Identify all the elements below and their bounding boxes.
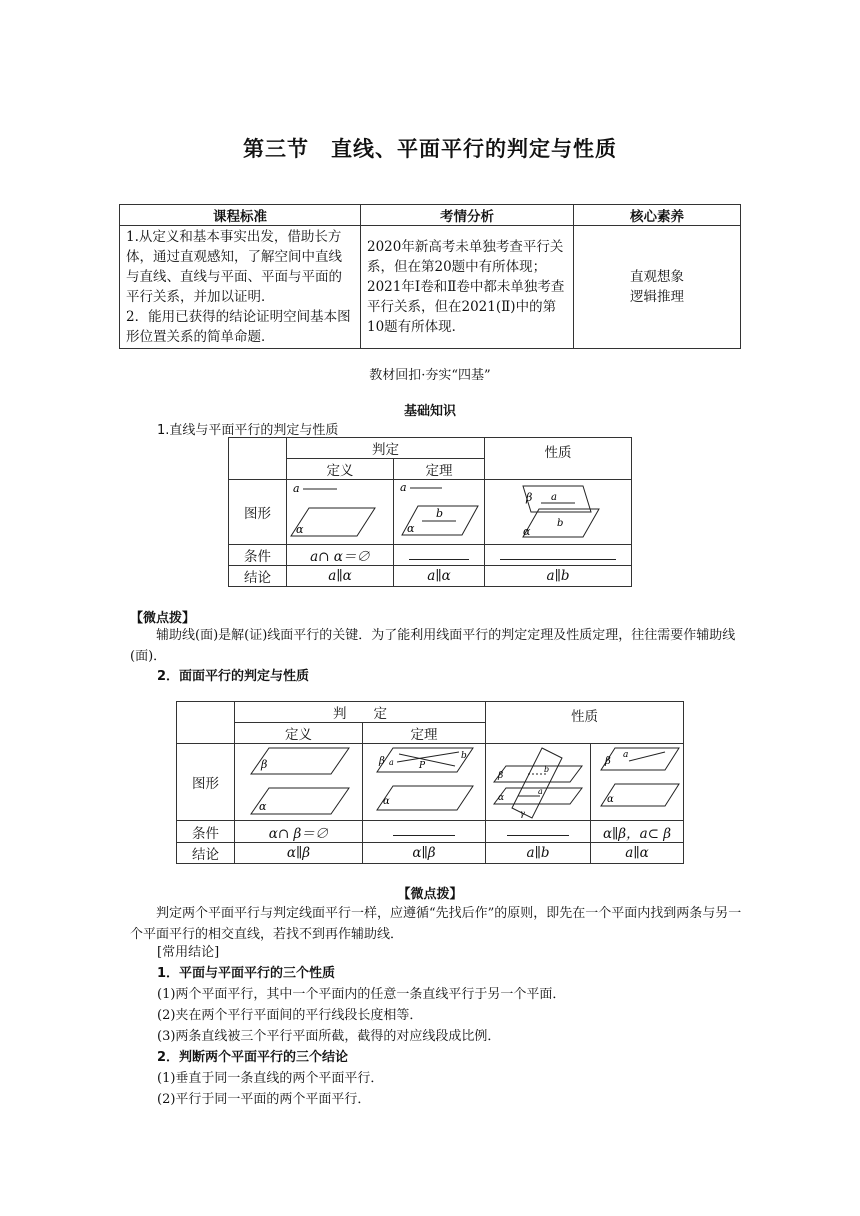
label-b: b: [461, 751, 467, 761]
t1-def-header: 定义: [287, 459, 394, 480]
tip2-text: 判定两个平面平行与判定线面平行一样，应遵循“先找后作”的原则，即先在一个平面内找到两条与另一个平面平行的相交直线，若找不到再作辅助线．: [130, 906, 742, 942]
t2-corner: [177, 702, 235, 744]
label-alpha: α: [259, 800, 267, 813]
header-analysis: 考情分析: [361, 205, 574, 226]
t1-conclusion-def: a∥α: [287, 566, 394, 587]
label-a: a: [400, 481, 407, 494]
t2-figure-label: 图形: [177, 744, 235, 821]
tip1-heading: 【微点拨】: [130, 611, 196, 626]
label-alpha: α: [383, 796, 390, 807]
plane-plane-property1-figure: [486, 744, 590, 820]
t1-condition-theorem: [394, 545, 485, 566]
line-plane-table: [228, 437, 632, 587]
t2-condition-property1: [486, 821, 591, 843]
t1-condition-label: 条件: [229, 545, 287, 566]
page-title: 第三节 直线、平面平行的判定与性质: [243, 137, 617, 161]
t2-def-header: 定义: [235, 723, 363, 744]
blank-line: [500, 547, 616, 560]
t2-property-header: 性质: [486, 702, 684, 744]
label-b: b: [557, 518, 564, 529]
t2-condition-theorem: [363, 821, 486, 843]
plane-gamma: [512, 748, 562, 818]
label-a: a: [551, 492, 557, 503]
literacy-2: 逻辑推理: [630, 289, 684, 305]
basic-knowledge-heading: 基础知识: [403, 404, 456, 419]
conclusions-item2-1: (1)垂直于同一条直线的两个平面平行．: [157, 1071, 384, 1086]
t1-conclusion-theorem: a∥α: [394, 566, 485, 587]
t2-theorem-header: 定理: [363, 723, 486, 744]
standards-table: [119, 204, 741, 349]
conclusions-item1-1: (1)两个平面平行，其中一个平面内的任意一条直线平行于另一个平面．: [157, 987, 566, 1002]
label-alpha: α: [407, 522, 415, 535]
label-b: b: [436, 507, 444, 520]
part2-heading: 2．面面平行的判定与性质: [157, 669, 310, 684]
plane-plane-theorem-figure: [363, 744, 485, 820]
t2-condition-label: 条件: [177, 821, 235, 843]
plane-alpha: [291, 508, 375, 536]
t1-condition-def: a∩ α＝∅: [287, 545, 394, 566]
t2-condition-def: α∩ β＝∅: [235, 821, 363, 843]
t2-conclusion-def: α∥β: [235, 843, 363, 864]
literacy-cell: [574, 226, 741, 349]
course-standard-1: 1.从定义和基本事实出发，借助长方体，通过直观感知，了解空间中直线与直线、直线与平面、平面与平面的平行关系，并加以证明．: [126, 229, 342, 305]
label-alpha: α: [296, 523, 304, 536]
tip1-text: 辅助线(面)是解(证)线面平行的关键．为了能利用线面平行的判定定理及性质定理，往往需要作辅助线(面)．: [130, 628, 736, 664]
part1-heading: 1.直线与平面平行的判定与性质: [157, 423, 339, 438]
t1-conclusion-property: a∥b: [485, 566, 632, 587]
t2-condition-property2: α∥β，a⊂ β: [591, 821, 684, 843]
plane-beta: [523, 486, 591, 512]
plane-alpha: [377, 786, 473, 810]
conclusions-item2-2: (2)平行于同一平面的两个平面平行．: [157, 1092, 371, 1107]
conclusions-item1-2: (2)夹在两个平行平面间的平行线段长度相等．: [157, 1008, 423, 1023]
label-alpha: α: [607, 794, 614, 805]
label-a: a: [389, 758, 394, 767]
blank-line: [507, 823, 569, 836]
plane-plane-def-figure: [235, 744, 362, 820]
header-course-standard: 课程标准: [120, 205, 361, 226]
common-conclusions-heading: [常用结论]: [157, 945, 220, 960]
tip2-heading: 【微点拨】: [397, 887, 463, 902]
t1-condition-property: [485, 545, 632, 566]
section-header: 教材回扣·夯实“四基”: [369, 368, 491, 383]
t2-figure-property1: [486, 744, 591, 821]
blank-line: [393, 823, 455, 836]
analysis-cell: 2020年新高考未单独考查平行关系，但在第20题中有所体现；2021年Ⅰ卷和Ⅱ卷中都未单独考查平行关系，但在2021(Ⅱ)中的第10题有所体现．: [361, 226, 574, 349]
label-b: b: [544, 765, 550, 774]
conclusions-h1: 1．平面与平面平行的三个性质: [157, 966, 336, 981]
label-alpha: α: [498, 793, 505, 803]
label-alpha: α: [523, 525, 531, 538]
label-beta: β: [261, 758, 268, 771]
t2-figure-def: [235, 744, 363, 821]
t2-conclusion-property2: a∥α: [591, 843, 684, 864]
label-beta: β: [379, 756, 385, 767]
t2-conclusion-theorem: α∥β: [363, 843, 486, 864]
t1-judge-header: 判定: [287, 438, 485, 459]
t1-figure-def: [287, 480, 394, 545]
conclusions-item1-3: (3)两条直线被三个平行平面所截，截得的对应线段成比例．: [157, 1029, 501, 1044]
t1-theorem-header: 定理: [394, 459, 485, 480]
plane-plane-property2-figure: [591, 744, 683, 820]
t1-conclusion-label: 结论: [229, 566, 287, 587]
t2-figure-property2: [591, 744, 684, 821]
label-a: a: [538, 787, 543, 796]
t2-conclusion-label: 结论: [177, 843, 235, 864]
line-plane-def-figure: [287, 480, 393, 544]
label-beta: β: [498, 771, 504, 781]
t1-figure-theorem: [394, 480, 485, 545]
t1-corner: [229, 438, 287, 480]
line-plane-theorem-figure: [394, 480, 484, 544]
header-literacy: 核心素养: [574, 205, 741, 226]
t1-property-header: 性质: [485, 438, 632, 480]
line-plane-property-figure: [485, 480, 631, 544]
conclusions-h2: 2．判断两个平面平行的三个结论: [157, 1050, 349, 1065]
label-gamma: γ: [520, 809, 525, 818]
t1-figure-property: [485, 480, 632, 545]
course-standard-2: 2．能用已获得的结论证明空间基本图形位置关系的简单命题．: [126, 309, 351, 345]
label-a: a: [293, 482, 300, 495]
label-a: a: [623, 750, 629, 760]
label-beta: β: [605, 756, 611, 767]
line-a: [629, 752, 665, 761]
t2-conclusion-property1: a∥b: [486, 843, 591, 864]
course-standard-cell: [120, 226, 361, 349]
t2-judge-header: 判 定: [235, 702, 486, 723]
blank-line: [409, 547, 469, 560]
plane-beta: [601, 748, 679, 770]
label-beta: β: [526, 491, 533, 504]
plane-plane-table: [176, 701, 684, 864]
label-P: P: [419, 761, 426, 771]
t1-figure-label: 图形: [229, 480, 287, 545]
literacy-1: 直观想象: [630, 269, 684, 285]
t2-figure-theorem: [363, 744, 486, 821]
